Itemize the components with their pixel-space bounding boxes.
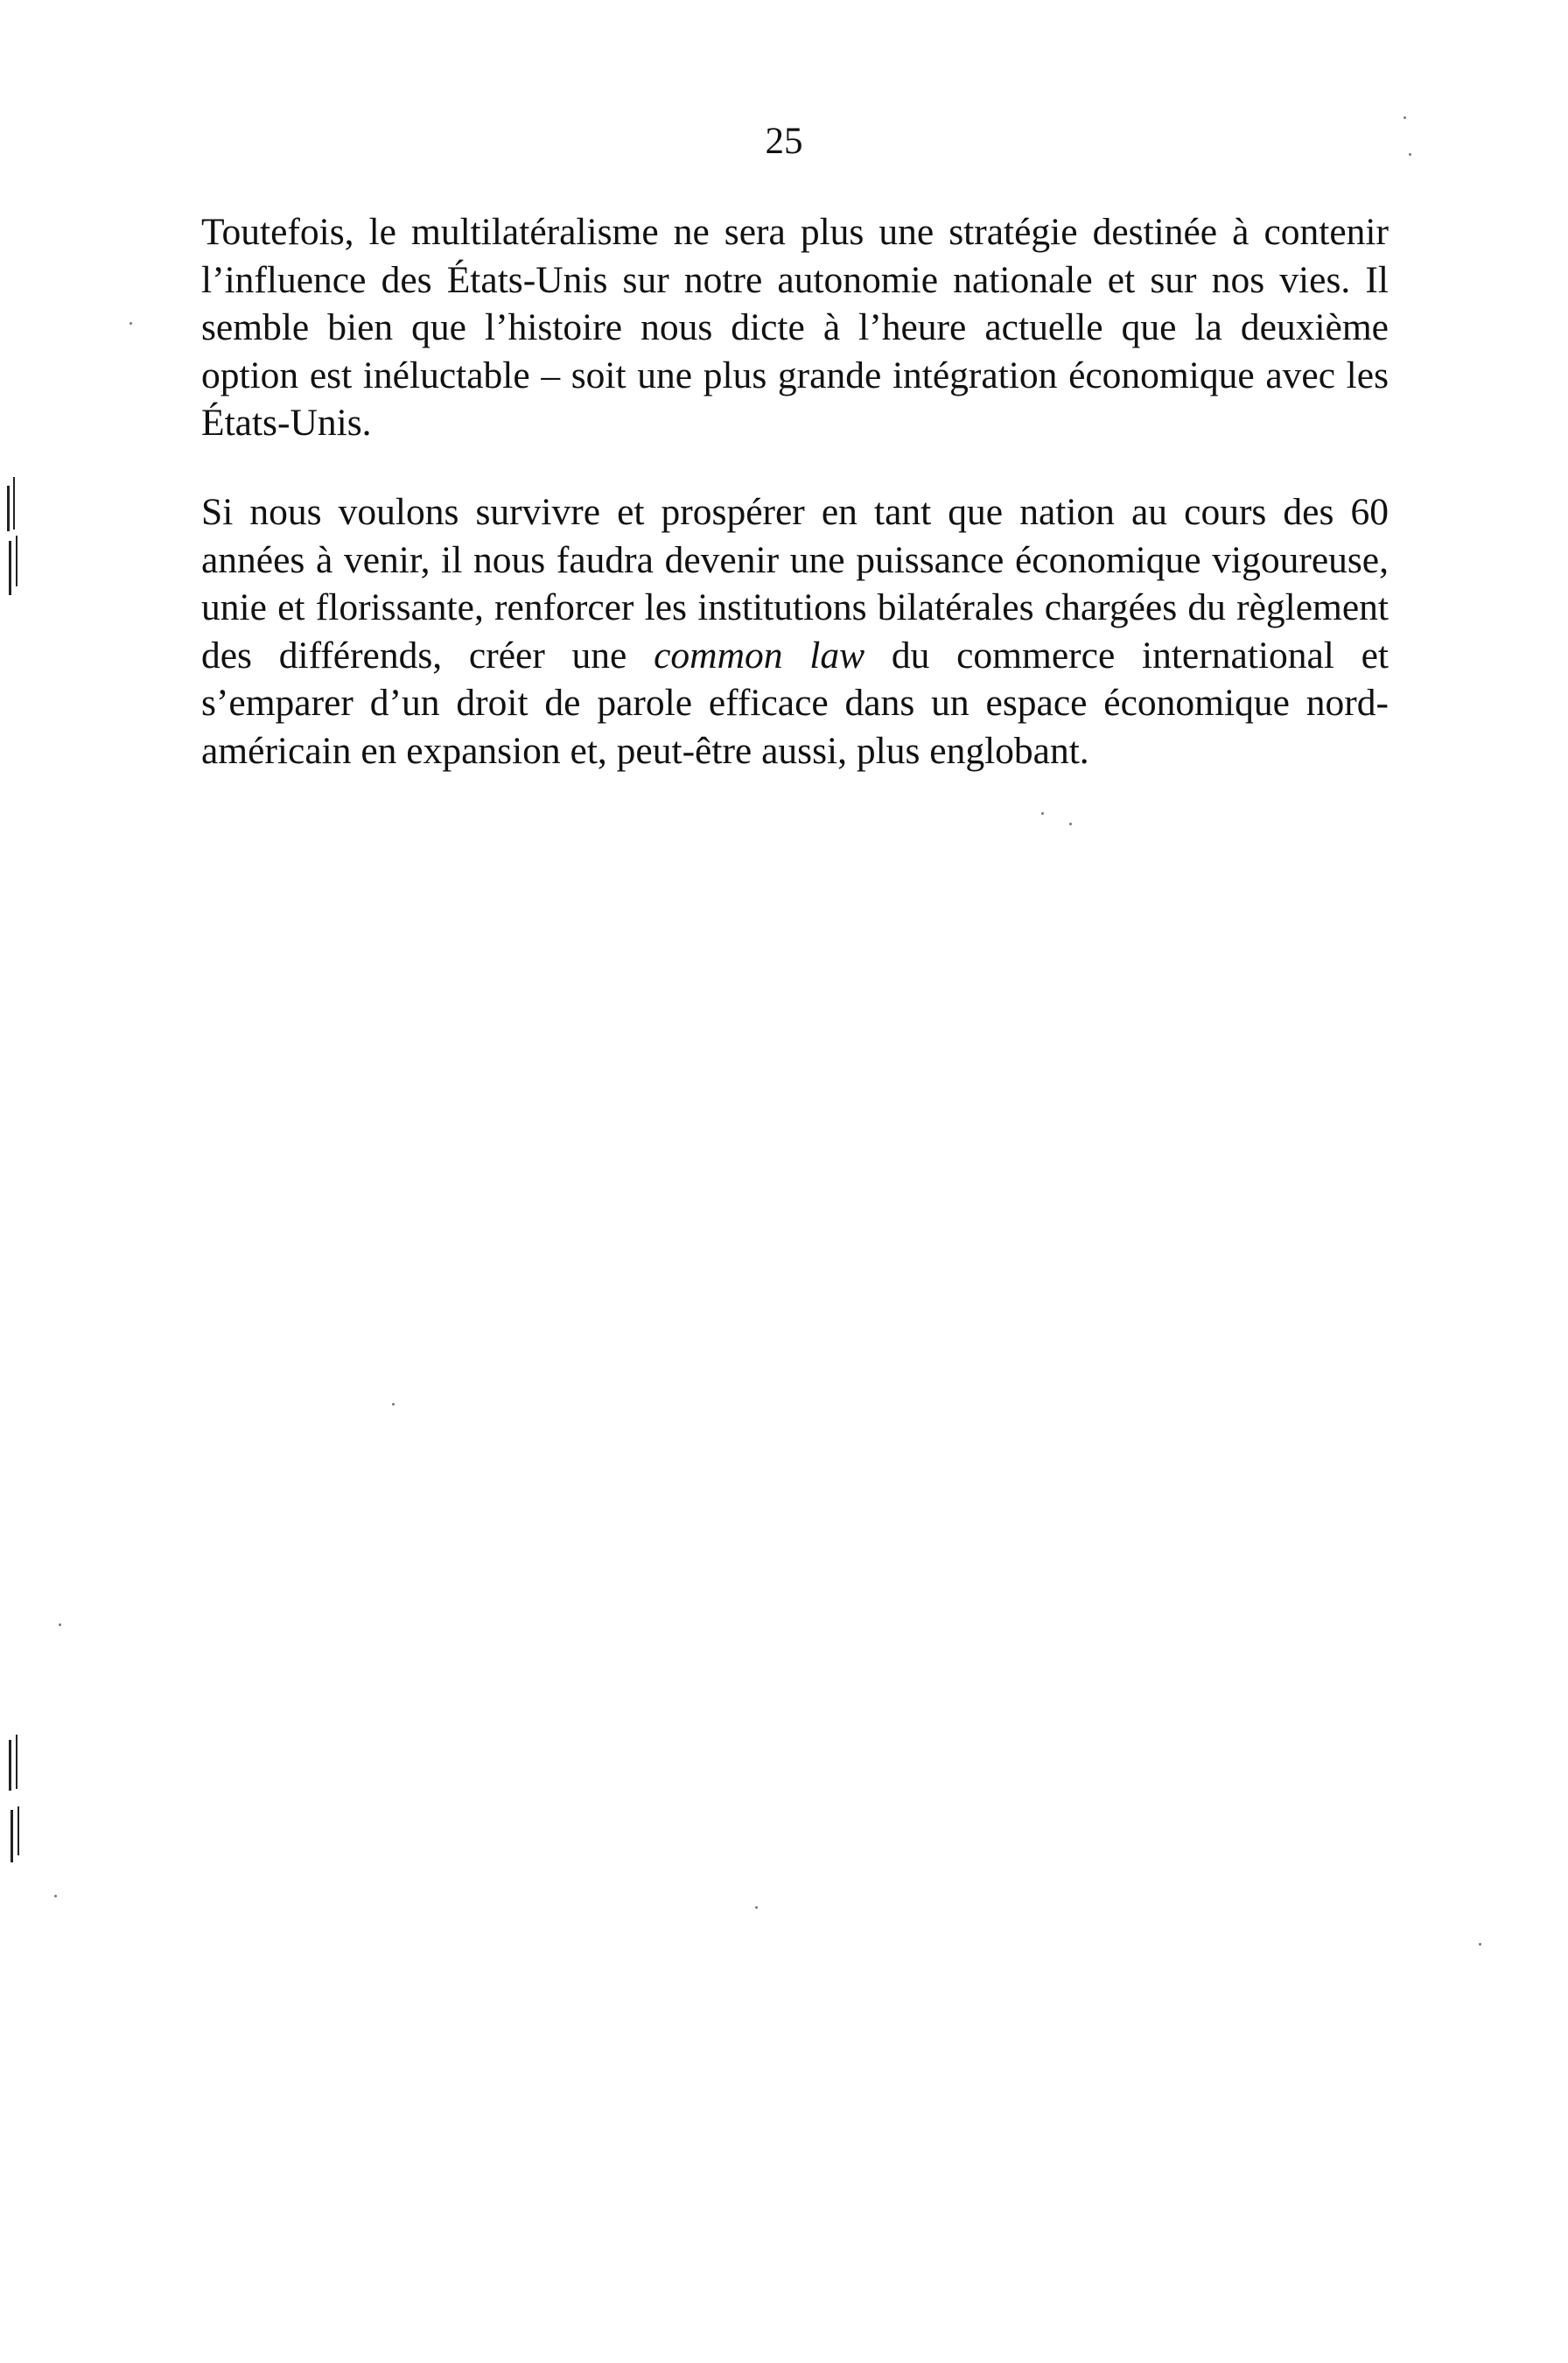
italic-term: common law xyxy=(654,634,865,677)
page-number: 25 xyxy=(765,121,803,162)
paragraph-2-text-end: du commerce international et s’emparer d’un droit de parole efficace dans un espace économique nord-américain en expansion et, peut-être aussi, plus englobant. xyxy=(201,634,1389,772)
paragraph-2-text-start: Si nous voulons survivre et prospérer en tant que nation au cours des 60 années à venir, il nous faudra devenir une puissance économique vigoureuse, unie et florissante, renforcer les institutions bilatérales chargées du règlement des différends, créer une xyxy=(201,491,1389,677)
paragraph-1 xyxy=(201,208,1389,447)
paragraph-2-text xyxy=(201,488,1389,775)
paragraph-1-text: Toutefois, le multilatéralisme ne sera plus une stratégie destinée à contenir l’influence des États-Unis sur notre autonomie nationale et sur nos vies. Il semble bien que l’histoire nous dicte à l’heure actuelle que la deuxième option est inéluctable – soit une plus grande intégration économique avec les États-Unis. xyxy=(201,211,1389,444)
paragraph-2 xyxy=(201,488,1389,775)
